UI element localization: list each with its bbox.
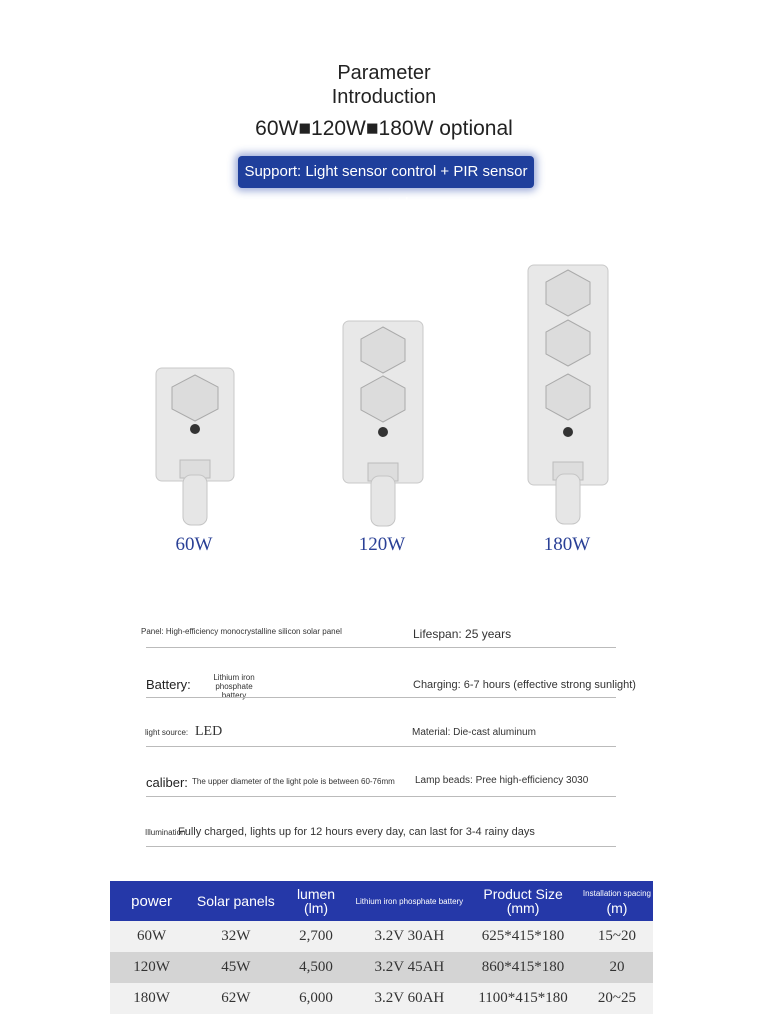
spec-material: Material: Die-cast aluminum xyxy=(412,727,536,738)
spec-caliber-value: The upper diameter of the light pole is between 60-76mm xyxy=(192,777,395,786)
cell-battery: 3.2V 60AH xyxy=(354,983,466,1014)
table-row xyxy=(110,983,653,1014)
cell-power: 120W xyxy=(110,952,193,983)
cell-battery: 3.2V 45AH xyxy=(354,952,466,983)
product-label-180w: 180W xyxy=(543,534,591,555)
table-row xyxy=(110,921,653,952)
spec-lifespan: Lifespan: 25 years xyxy=(413,627,512,641)
spec-light-source-value: LED xyxy=(195,724,223,739)
th-size-unit: (mm) xyxy=(506,900,540,916)
cell-solar: 32W xyxy=(193,921,278,952)
product-label-120w: 120W xyxy=(358,534,406,555)
cell-lumen: 2,700 xyxy=(278,921,353,952)
th-spacing-label: Installation spacing xyxy=(582,889,651,898)
spec-caliber-label: caliber: xyxy=(146,775,188,790)
title-line-2: Introduction xyxy=(331,86,437,108)
th-lumen-label: lumen xyxy=(296,886,336,902)
th-battery: Lithium iron phosphate battery xyxy=(354,881,466,921)
th-product-size xyxy=(465,881,581,921)
spec-battery-value-line1: Lithium iron phosphate xyxy=(213,673,255,691)
spec-battery-value-line2: battery xyxy=(221,691,247,700)
cell-power: 60W xyxy=(110,921,193,952)
th-spacing xyxy=(581,881,653,921)
th-power: power xyxy=(110,881,193,921)
table-header-row xyxy=(110,881,653,921)
support-banner: Support: Light sensor control + PIR sensor control xyxy=(238,156,534,188)
spec-charging: Charging: 6-7 hours (effective strong sunlight) xyxy=(413,679,636,691)
th-size-label: Product Size xyxy=(483,886,563,902)
cell-spacing: 20~25 xyxy=(581,983,653,1014)
cell-battery: 3.2V 30AH xyxy=(354,921,466,952)
spec-panel: Panel: High-efficiency monocrystalline silicon solar panel xyxy=(141,627,342,636)
cell-lumen: 4,500 xyxy=(278,952,353,983)
cell-power: 180W xyxy=(110,983,193,1014)
spec-divider xyxy=(146,796,616,797)
spec-divider xyxy=(146,647,616,648)
spec-divider xyxy=(146,846,616,847)
spec-illumination-value: Fully charged, lights up for 12 hours every day, can last for 3-4 rainy days xyxy=(178,826,535,838)
cell-lumen: 6,000 xyxy=(278,983,353,1014)
cell-spacing: 15~20 xyxy=(581,921,653,952)
th-lumen-unit: (lm) xyxy=(303,900,329,916)
cell-spacing: 20 xyxy=(581,952,653,983)
table-row xyxy=(110,952,653,983)
specs-table xyxy=(110,881,653,1014)
lamp-120w-image xyxy=(338,318,428,530)
spec-divider xyxy=(146,697,616,698)
th-lumen xyxy=(278,881,353,921)
spec-battery-label: Battery: xyxy=(146,677,191,692)
title-line-1: Parameter xyxy=(337,62,431,84)
th-spacing-unit: (m) xyxy=(606,900,628,916)
cell-size: 625*415*180 xyxy=(465,921,581,952)
product-label-60w: 60W xyxy=(175,534,213,555)
spec-battery-value xyxy=(196,673,272,700)
spec-illumination-label: Illumination: xyxy=(145,828,188,837)
spec-lamp-beads: Lamp beads: Pree high-efficiency 3030 xyxy=(415,775,589,786)
lamp-180w-image xyxy=(523,262,613,527)
spec-divider xyxy=(146,746,616,747)
th-solar-panels: Solar panels xyxy=(193,881,278,921)
spec-light-source-label: light source: xyxy=(145,728,189,737)
cell-solar: 45W xyxy=(193,952,278,983)
cell-solar: 62W xyxy=(193,983,278,1014)
lamp-60w-image xyxy=(150,365,240,530)
cell-size: 860*415*180 xyxy=(465,952,581,983)
wattage-options: 60W‪■‬120W‪■‬180W optional xyxy=(255,117,513,140)
cell-size: 1100*415*180 xyxy=(465,983,581,1014)
